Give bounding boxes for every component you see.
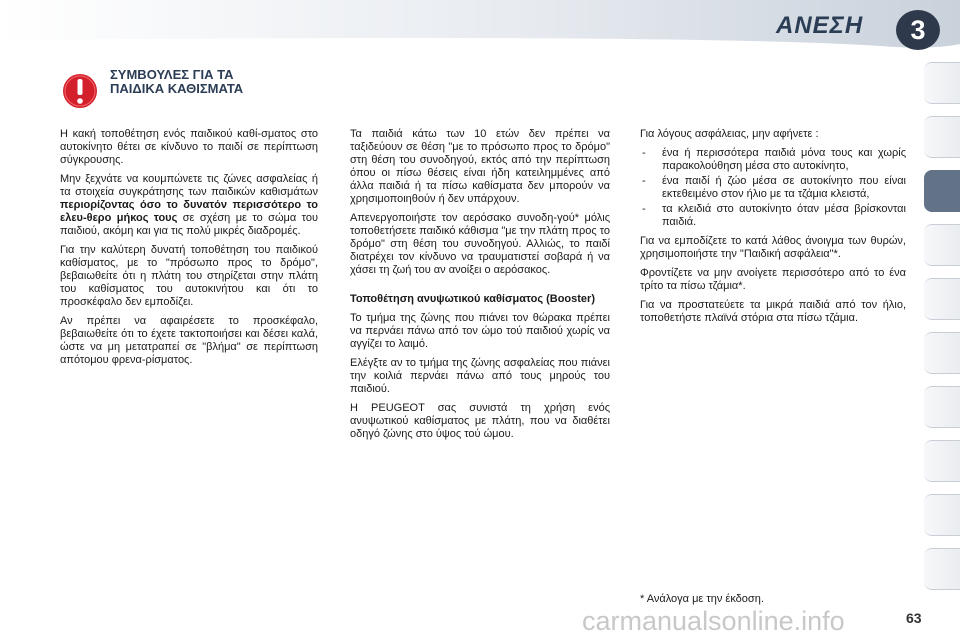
- paragraph: Απενεργοποιήστε τον αερόσακο συνοδη-γού* μόλις τοποθετήσετε παιδικό κάθισμα "με την πλάτη προς το δρόμο" στη θέση του συνοδηγού. Αλλιώς, το παιδί διατρέχει τον κίνδυνο να τραυματιστεί σοβαρά ή να χάσει τη ζωή του αν ανοίξει ο αερόσακος.: [350, 212, 611, 276]
- chapter-tab-5[interactable]: [924, 278, 960, 320]
- chapter-tab-6[interactable]: [924, 332, 960, 374]
- section-heading-booster: Τοποθέτηση ανυψωτικού καθίσματος (Booster): [350, 293, 595, 305]
- paragraph: Η κακή τοποθέτηση ενός παιδικού καθί-σματος στο αυτοκίνητο θέτει σε κίνδυνο το παιδί σε περίπτωση σύγκρουσης.: [60, 128, 318, 166]
- footnote: * Ανάλογα με την έκδοση.: [640, 593, 764, 605]
- warning-title-line2: ΠΑΙΔΙΚΑ ΚΑΘΙΣΜΑΤΑ: [110, 81, 244, 96]
- paragraph-belts: [60, 173, 318, 238]
- chapter-title: ΑΝΕΣΗ: [776, 12, 864, 39]
- watermark: carmanualsonline.info: [582, 606, 845, 636]
- text-span: Μην ξεχνάτε να κουμπώνετε τις ζώνες ασφαλείας ή τα στοιχεία συγκράτησης των παιδικών καθισμάτων: [60, 173, 318, 198]
- page-number: 63: [906, 610, 922, 626]
- list-item: - ένα ή περισσότερα παιδιά μόνα τους και χωρίς παρακολούθηση μέσα στο αυτοκίνητο,: [640, 147, 906, 173]
- chapter-tab-1[interactable]: [924, 62, 960, 104]
- paragraph: Τα παιδιά κάτω των 10 ετών δεν πρέπει να ταξιδεύουν σε θέση "με το πρόσωπο προς το δρόμο" στη θέση του συνοδηγού, εκτός από την περίπτωση όπου οι πίσω θέσεις είναι ήδη κατειλημμένες από άλλα παιδιά ή τα πίσω καθίσματα δεν μπορούν να χρησιμοποιηθούν ή δεν υπάρχουν.: [350, 128, 610, 205]
- safety-list: [640, 147, 906, 229]
- paragraph-intro: Για λόγους ασφάλειας, μην αφήνετε :: [640, 128, 819, 140]
- warning-title-line1: ΣΥΜΒΟΥΛΕΣ ΓΙΑ ΤΑ: [110, 67, 234, 82]
- paragraph: Η PEUGEOT σας συνιστά τη χρήση ενός ανυψωτικού καθίσματος με πλάτη, που να διαθέτει οδηγό ζώνης στο ύψος τού ώμου.: [350, 402, 610, 440]
- column-3: [640, 128, 906, 331]
- list-item: - ένα παιδί ή ζώο μέσα σε αυτοκίνητο που είναι εκτεθειμένο στον ήλιο με τα τζάμια κλειστά,: [640, 175, 906, 201]
- chapter-tabs-rail: [924, 62, 960, 582]
- paragraph: Φροντίζετε να μην ανοίγετε περισσότερο από το ένα τρίτο τα πίσω τζάμια*.: [640, 267, 906, 292]
- text-span: σε σχέση με το σώμα του παιδιού, ακόμη και για τις πολύ μικρές διαδρομές.: [60, 212, 318, 237]
- chapter-number-badge: 3: [896, 10, 940, 50]
- paragraph: Ελέγξτε αν το τμήμα της ζώνης ασφαλείας που πιάνει την κοιλιά περνάει πάνω από τους μηρούς του παιδιού.: [350, 357, 610, 395]
- chapter-tab-3-active[interactable]: [924, 170, 960, 212]
- warning-title: [110, 68, 350, 96]
- list-item: - τα κλειδιά στο αυτοκίνητο όταν μέσα βρίσκονται παιδιά.: [640, 203, 906, 229]
- chapter-tab-4[interactable]: [924, 224, 960, 266]
- column-1: [60, 128, 318, 373]
- chapter-tab-10[interactable]: [924, 548, 960, 590]
- paragraph: Αν πρέπει να αφαιρέσετε το προσκέφαλο, βεβαιωθείτε ότι το έχετε τακτοποιήσει και δέσει καλά, ώστε να μη μετατραπεί σε "βλήμα" σε περίπτωση απότομου φρενα-ρίσματος.: [60, 315, 318, 366]
- paragraph: Το τμήμα της ζώνης που πιάνει τον θώρακα πρέπει να περνάει πάνω από τον ώμο τού παιδιού χωρίς να αγγίζει το λαιμό.: [350, 312, 610, 350]
- column-2: [350, 128, 610, 447]
- chapter-tab-7[interactable]: [924, 386, 960, 428]
- chapter-tab-9[interactable]: [924, 494, 960, 536]
- paragraph: Για την καλύτερη δυνατή τοποθέτηση του παιδικού καθίσματος, με το "πρόσωπο προς το δρόμο", βεβαιωθείτε ότι η πλάτη του στηρίζεται στην πλάτη του καθίσματος του αυτοκινήτου και ότι το προσκέφαλο δεν εμποδίζει.: [60, 244, 318, 308]
- header-band: [0, 0, 960, 50]
- bold-emphasis: περιορίζοντας όσο το δυνατόν περισσότερο το ελευ-θερο μήκος τους: [60, 199, 318, 224]
- paragraph: Για να προστατεύετε τα μικρά παιδιά από τον ήλιο, τοποθετήστε πλαϊνά στόρια στα πίσω τζάμια.: [640, 299, 906, 324]
- chapter-tab-8[interactable]: [924, 440, 960, 482]
- exclamation-warning-icon: [62, 72, 98, 110]
- paragraph: Για να εμποδίζετε το κατά λάθος άνοιγμα των θυρών, χρησιμοποιήστε την "Παιδική ασφάλεια"*.: [640, 235, 906, 260]
- chapter-tab-2[interactable]: [924, 116, 960, 158]
